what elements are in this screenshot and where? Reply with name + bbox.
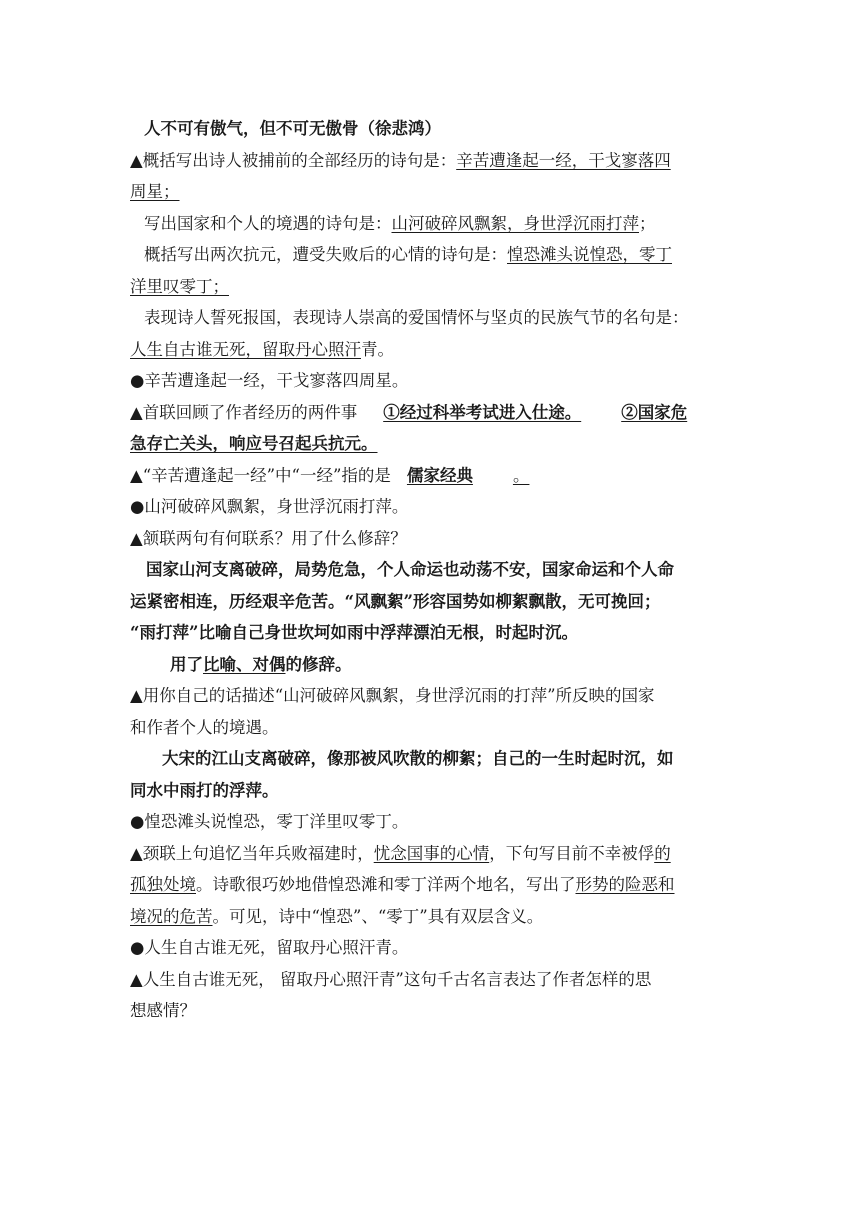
- question-text: 。诗歌很巧妙地借惶恐滩和零丁洋两个地名，写出了: [196, 875, 576, 894]
- quote-line: [130, 113, 730, 145]
- poem-line: [130, 491, 730, 523]
- answer-text: 大宋的江山支离破碎，像那被风吹散的柳絮；自己的一生时起时沉，如: [162, 749, 674, 768]
- answer-text: 惶恐滩头说惶恐，零丁: [507, 245, 672, 264]
- answer-keyword: 比喻、对偶: [203, 654, 286, 674]
- answer-text: ②国家危: [621, 402, 688, 422]
- question-line: [130, 838, 730, 870]
- answer-text: 国家山河支离破碎，局势危急，个人命运也动荡不安，国家命运和个人命: [146, 560, 674, 579]
- question-text: ▲“辛苦遭逢起一经”中“一经”指的是: [130, 465, 391, 485]
- question-line: [130, 208, 730, 240]
- answer-text: 的修辞。: [285, 654, 352, 674]
- question-text: 概括写出两次抗元，遭受失败后的心情的诗句是：: [144, 245, 507, 264]
- answer-line: [130, 176, 730, 208]
- question-text: ▲人生自古谁无死， 留取丹心照汗青”这句千古名言表达了作者怎样的思: [130, 969, 652, 989]
- question-line: [130, 995, 730, 1027]
- answer-text: 山河破碎风飘絮，身世浮沉雨打萍: [391, 213, 639, 233]
- answer-text: 的: [654, 843, 671, 863]
- question-text: 。可见，诗中“惶恐”、“零丁”具有双层含义。: [212, 906, 544, 926]
- question-line: [130, 523, 730, 555]
- poem-line: [130, 932, 730, 964]
- question-text: ▲颔联两句有何联系？用了什么修辞？: [130, 528, 407, 548]
- answer-text: ①经过科举考试进入仕途。: [383, 402, 582, 422]
- answer-line: [130, 428, 730, 460]
- question-text: 和作者个人的境遇。: [130, 717, 279, 737]
- question-line: [130, 901, 730, 933]
- question-line: [130, 302, 730, 334]
- question-text: ▲用你自己的话描述“山河破碎风飘絮，身世浮沉雨的打萍”所反映的国家: [130, 686, 655, 705]
- poem-text: ●惶恐滩头说惶恐，零丁洋里叹零丁。: [130, 812, 409, 831]
- question-text: 想感情？: [130, 1001, 196, 1020]
- answer-text: 急存亡关头，响应号召起兵抗元。: [130, 434, 378, 453]
- question-text: ▲颈联上句追忆当年兵败福建时，: [130, 843, 374, 863]
- question-text: 写出国家和个人的境遇的诗句是：: [144, 213, 392, 233]
- question-text: ▲概括写出诗人被捕前的全部经历的诗句是：: [130, 150, 457, 170]
- answer-line: [130, 586, 730, 618]
- answer-text: “雨打萍”比喻自己身世坎坷如雨中浮萍漂泊无根，时起时沉。: [130, 623, 578, 642]
- question-text: ▲首联回顾了作者经历的两件事: [130, 402, 358, 422]
- answer-text: 用了: [170, 654, 203, 674]
- question-line: [130, 460, 730, 492]
- answer-text: 洋里叹零丁；: [130, 276, 229, 296]
- question-line: [130, 869, 730, 901]
- poem-text: ●人生自古谁无死，留取丹心照汗青。: [130, 938, 409, 957]
- poem-line: [130, 806, 730, 838]
- poem-text: ●辛苦遭逢起一经，干戈寥落四周星。: [130, 371, 409, 390]
- answer-line: [130, 554, 730, 586]
- poem-line: [130, 365, 730, 397]
- answer-line: [130, 617, 730, 649]
- question-text: 表现诗人誓死报国，表现诗人崇高的爱国情怀与坚贞的民族气节的名句是：: [144, 308, 689, 327]
- answer-line: [130, 334, 730, 366]
- answer-text: 忧念国事的心情: [373, 843, 490, 863]
- punctuation: ；: [639, 213, 656, 233]
- poem-text: ●山河破碎风飘絮，身世浮沉雨打萍。: [130, 497, 409, 516]
- answer-line: [130, 271, 730, 303]
- answer-line: [130, 775, 730, 807]
- question-line: [130, 712, 730, 744]
- document-body: [130, 113, 730, 1027]
- quote-text: 人不可有傲气，但不可无傲骨（徐悲鸿）: [144, 119, 441, 138]
- answer-text: 运紧密相连，历经艰辛危苦。“风飘絮”形容国势如柳絮飘散，无可挽回；: [130, 591, 661, 611]
- answer-text: 儒家经典: [406, 465, 473, 485]
- answer-line: [130, 649, 730, 681]
- question-line: [130, 680, 730, 712]
- answer-text: 孤独处境: [130, 875, 196, 894]
- answer-text: 形势的险恶和: [575, 875, 675, 894]
- answer-text: 人生自古谁无死，留取丹心照汗: [130, 339, 361, 359]
- answer-text: 同水中雨打的浮萍。: [130, 780, 279, 800]
- question-text: ，下句写目前不幸被俘: [489, 843, 655, 863]
- punctuation: 。: [512, 465, 530, 485]
- answer-text-tail: 青。: [361, 339, 394, 359]
- answer-text: 周星；: [130, 182, 180, 201]
- answer-text: 境况的危苦: [130, 906, 213, 926]
- question-line: [130, 964, 730, 996]
- question-line: [130, 397, 730, 429]
- answer-line: [130, 743, 730, 775]
- answer-text: 辛苦遭逢起一经，干戈寥落四: [456, 150, 671, 170]
- question-line: [130, 145, 730, 177]
- question-line: [130, 239, 730, 271]
